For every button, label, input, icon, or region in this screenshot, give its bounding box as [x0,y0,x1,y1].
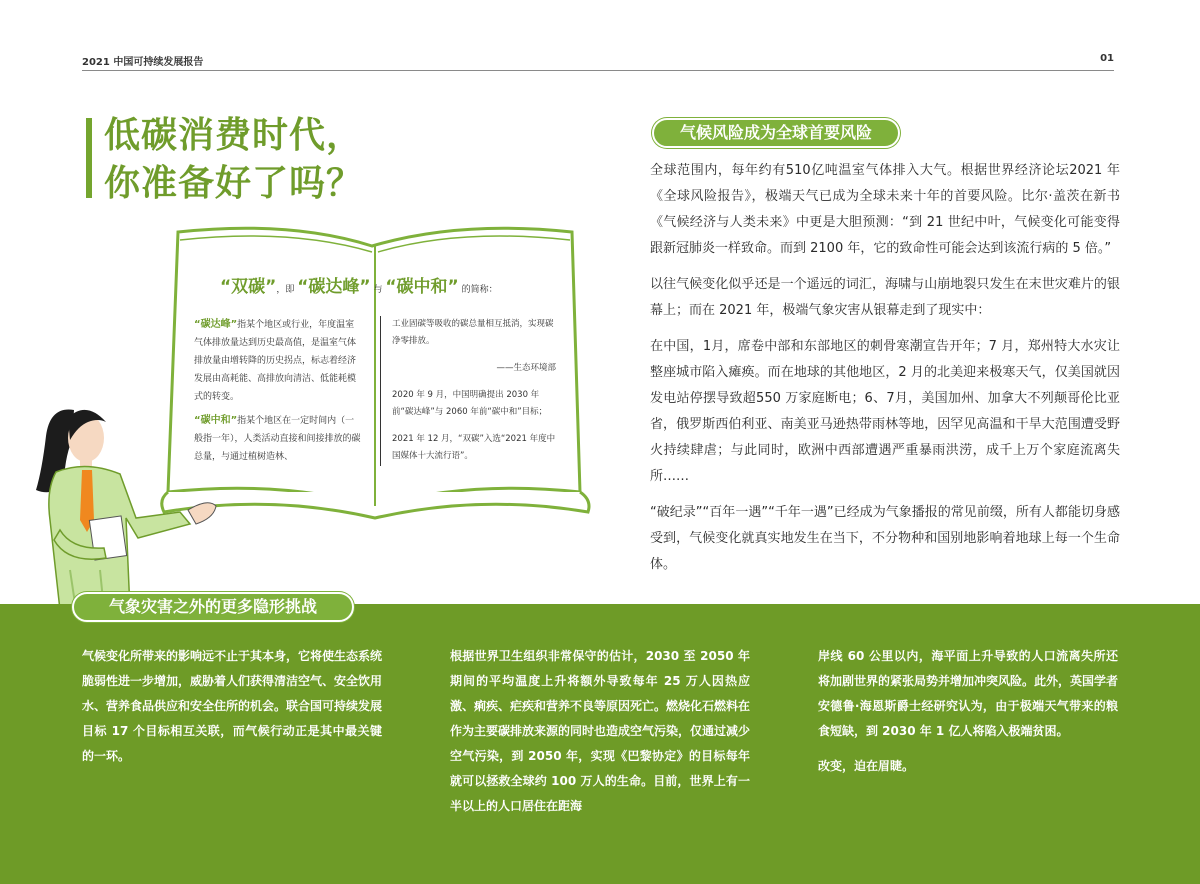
closing-statement: 改变，迫在眉睫。 [818,759,915,773]
climate-risk-text [650,158,1120,588]
report-title: 2021 中国可持续发展报告 [82,57,204,68]
title-accent-bar [86,118,92,198]
hidden-challenges-column-2 [450,644,750,829]
book-heading-keyword: “碳中和” [385,277,459,297]
section-heading-hidden-challenges: 气象灾害之外的更多隐形挑战 [72,592,354,622]
definition-text: 工业固碳等吸收的碳总量相互抵消，实现碳净零排放。 [392,319,554,346]
term-carbon-peak: “碳达峰” [194,319,238,330]
page-title-line-2: 你准备好了吗？ [104,163,364,204]
source-attribution: ——生态环境部 [496,363,556,373]
book-heading [220,272,580,297]
paragraph: 以往气候变化似乎还是一个遥远的词汇，海啸与山崩地裂只发生在末世灾难片的银幕上；而在 2021 年，极端气象灾害从银幕走到了现实中： [650,277,1120,318]
page-title-line-1: 低碳消费时代， [104,115,364,156]
book-right-page [392,316,556,475]
hidden-challenges-column-3 [818,644,1118,789]
definition-text: 指某个地区或行业，年度温室气体排放量达到历史最高值，是温室气体排放量由增转降的历史拐点，标志着经济发展由高耗能、高排放向清洁、低能耗模式的转变。 [194,320,357,402]
page-title [104,112,524,208]
book-heading-text: ，即 [276,285,295,295]
presenter-woman-illustration [20,400,240,610]
milestone-text: 2021 年 12 月，“双碳”入选“2021 年度中国媒体十大流行语”。 [392,434,556,461]
section-heading-climate-risk: 气候风险成为全球首要风险 [652,118,900,148]
paragraph: “破纪录”“百年一遇”“千年一遇”已经成为气象播报的常见前缀，所有人都能切身感受到，气候变化就真实地发生在当下，不分物种和国别地影响着地球上每一个生命体。 [650,505,1120,572]
book-heading-keyword: “碳达峰” [297,277,371,297]
paragraph: 在中国，1月，席卷中部和东部地区的刺骨寒潮宣告开年；7 月，郑州特大水灾让整座城市陷入瘫痪。而在地球的其他地区，2 月的北美迎来极寒天气，仅美国就因发电站停摆导致超550 万家庭断电；6、7月，美国加州、加拿大不列颠哥伦比亚省，俄罗斯西伯利亚、南美亚马逊热带雨林等地，因罕见高温和干旱大范围遭受野火持续肆虐；与此同时，欧洲中西部遭遇严重暴雨洪涝，成千上万个家庭流离失所…… [650,339,1120,484]
term-carbon-neutral: “碳中和” [194,415,238,426]
book-heading-keyword: “双碳” [220,277,277,297]
paragraph: 根据世界卫生组织非常保守的估计，2030 至 2050 年期间的平均温度上升将额外导致每年 25 万人因热应激、痢疾、疟疾和营养不良等原因死亡。燃烧化石燃料在作为主要碳排放来源的同时也造成空气污染，仅通过减少空气污染，到 2050 年，实现《巴黎协定》的目标每年就可以拯救全球约 100 万人的生命。目前，世界上有一半以上的人口居住在距海 [450,649,751,813]
header-divider [82,70,1114,71]
paragraph: 岸线 60 公里以内，海平面上升导致的人口流离失所还将加剧世界的紧张局势并增加冲突风险。此外，英国学者安德鲁·海恩斯爵士经研究认为，由于极端天气带来的粮食短缺，到 2030 年 1 亿人将陷入极端贫困。 [818,649,1119,738]
book-heading-text: 与 [373,285,383,295]
hidden-challenges-column-1 [82,644,382,779]
page-number: 01 [1100,53,1114,64]
definition-text: 指某个地区在一定时间内（一般指一年），人类活动直接和间接排放的碳总量，与通过植树造林、 [194,416,361,462]
book-page-divider [380,316,381,466]
woman-figure-icon [20,400,240,610]
paragraph: 全球范围内，每年约有510亿吨温室气体排入大气。根据世界经济论坛2021 年《全球风险报告》，极端天气已成为全球未来十年的首要风险。比尔·盖茨在新书《气候经济与人类未来》中更是大胆预测：“到 21 世纪中叶，气候变化可能变得跟新冠肺炎一样致命。而到 2100 年，它的致命性可能会达到该流行病的 5 倍。” [650,163,1120,256]
milestone-text: 2020 年 9 月，中国明确提出 2030 年前“碳达峰”与 2060 年前“碳中和”目标； [392,390,548,417]
book-heading-text: 的简称： [461,285,498,295]
paragraph: 气候变化所带来的影响远不止于其本身，它将使生态系统脆弱性进一步增加，威胁着人们获得清洁空气、安全饮用水、营养食品供应和安全住所的机会。联合国可持续发展目标 17 个目标相互关联，而气候行动正是其中最关键的一环。 [82,649,383,763]
